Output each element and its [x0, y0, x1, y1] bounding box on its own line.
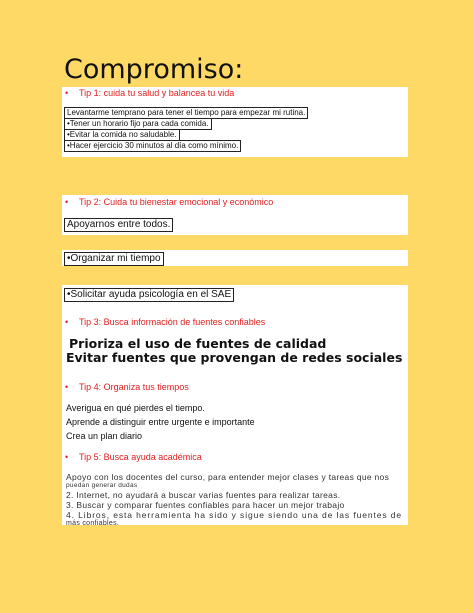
tip5-line: 4. Libros, esta herramienta ha sido y sigue siendo una de las fuentes de	[66, 510, 403, 520]
tip2-label: • Tip 2: Cuida tu bienestar emocional y económico	[65, 197, 274, 207]
tip1-item: Levantarme temprano para tener el tiempo para empezar mi rutina.	[64, 107, 308, 119]
tip5-label: • Tip 5: Busca ayuda académica	[65, 452, 202, 462]
tip4-line: Averigua en qué pierdes el tiempo.	[66, 403, 205, 413]
tip2-item: •Organizar mi tiempo	[64, 252, 164, 266]
tip1-item: •Evitar la comida no saludable.	[64, 129, 180, 141]
tip4-line: Aprende a distinguir entre urgente e importante	[66, 417, 255, 427]
bullet-icon: •	[65, 317, 69, 327]
tip2-item: •Solicitar ayuda psicología en el SAE	[64, 288, 234, 302]
bullet-icon: •	[65, 382, 69, 392]
tip3-label: • Tip 3: Busca información de fuentes confiables	[65, 317, 266, 327]
tip5-line: 3. Buscar y comparar fuentes confiables para hacer un mejor trabajo	[66, 500, 345, 510]
tip5-line: más confiables.	[66, 520, 120, 527]
tip4-line: Crea un plan diario	[66, 431, 143, 441]
tip4-label: • Tip 4: Organiza tus tiempos	[65, 382, 189, 392]
tip5-line: 2. Internet, no ayudará a buscar varias fuentes para realizar tareas.	[66, 490, 341, 500]
tip5-line: puedan generar dudas	[66, 482, 138, 489]
tip3-line: Prioriza el uso de fuentes de calidad	[69, 336, 327, 351]
bullet-icon: •	[65, 452, 69, 462]
tip1-item: •Hacer ejercicio 30 minutos al día como mínimo.	[64, 140, 241, 152]
tip1-label: • Tip 1: cuida tu salud y balancea tu vida	[65, 88, 235, 98]
page-title: Compromiso:	[64, 54, 244, 85]
tip2-item: Apoyarnos entre todos.	[64, 218, 173, 232]
tip1-item: •Tener un horario fijo para cada comida.	[64, 118, 212, 130]
tip3-line: Evitar fuentes que provengan de redes sociales	[66, 350, 403, 365]
bullet-icon: •	[65, 88, 69, 98]
tip5-line: Apoyo con los docentes del curso, para entender mejor clases y tareas que nos	[66, 472, 390, 482]
bullet-icon: •	[65, 197, 69, 207]
